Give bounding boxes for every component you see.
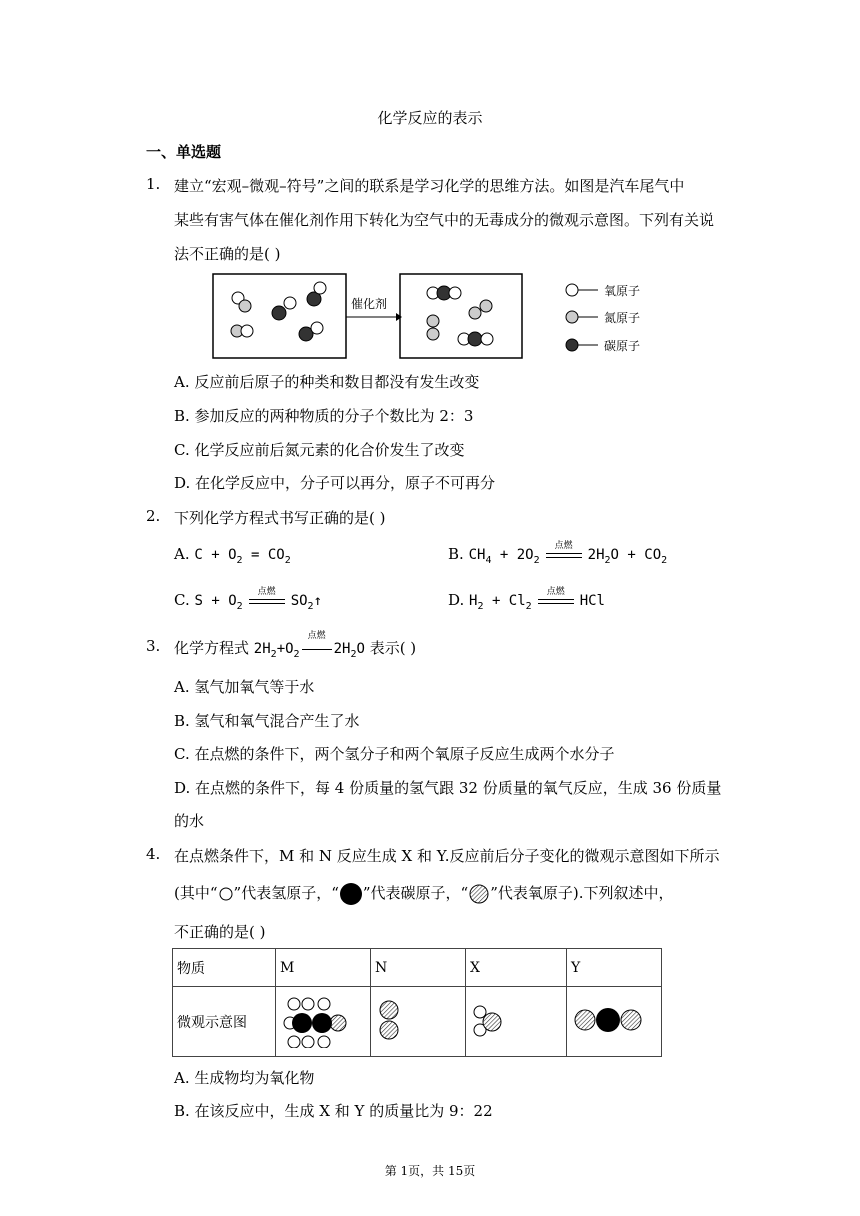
molecule-x-cell xyxy=(466,987,567,1057)
q2-number: 2. xyxy=(146,507,161,525)
molecule-n-cell xyxy=(371,987,466,1057)
q1-option-b[interactable]: B. 参加反应的两种物质的分子个数比为 2：3 xyxy=(174,407,474,425)
product-box xyxy=(400,274,522,358)
q2-option-a[interactable]: A. $C + O_2 = CO_2$ xyxy=(174,545,291,566)
q1-stem-line-2: 某些有害气体在催化剂作用下转化为空气中的无毒成分的微观示意图。下列有关说 xyxy=(174,211,715,229)
table-header-m: M xyxy=(276,949,371,987)
q3-option-c[interactable]: C. 在点燃的条件下，两个氢分子和两个氧原子反应生成两个水分子 xyxy=(174,745,615,763)
ignite-condition: 点燃 xyxy=(544,548,584,562)
table-header-y: Y xyxy=(567,949,662,987)
q2-option-d[interactable]: D. $H_2 + Cl_2$ 点燃 HCl xyxy=(448,587,605,612)
q3-option-a[interactable]: A. 氢气加氧气等于水 xyxy=(174,678,315,696)
molecule-m-cell xyxy=(276,987,371,1057)
q1-stem-line-3: 法不正确的是( ) xyxy=(174,245,281,263)
molecule-y-diagram xyxy=(571,992,649,1048)
q2-option-b[interactable]: B. $CH_4 + 2O_2$ 点燃 $2H_2O + CO_2$ xyxy=(448,541,668,566)
q4-stem-line-3: 不正确的是( ) xyxy=(174,923,266,941)
q3-option-d[interactable]: D. 在点燃的条件下，每 4 份质量的氢气跟 32 份质量的氧气反应，生成 36 份质量 xyxy=(174,779,722,797)
product-molecules xyxy=(427,286,493,346)
q3-number: 3. xyxy=(146,637,161,655)
q1-option-c[interactable]: C. 化学反应前后氮元素的化合价发生了改变 xyxy=(174,441,465,459)
table-row-label: 微观示意图 xyxy=(173,987,276,1057)
q3-option-d-cont: 的水 xyxy=(174,812,205,830)
ignite-condition: 点燃 xyxy=(247,594,287,608)
q1-reaction-diagram xyxy=(212,270,682,362)
molecule-m-diagram xyxy=(280,992,360,1048)
legend-nitrogen: 氮原子 xyxy=(604,311,641,325)
q1-option-a[interactable]: A. 反应前后原子的种类和数目都没有发生改变 xyxy=(174,373,480,391)
catalyst-label: 催化剂 xyxy=(351,297,388,311)
atom-legend xyxy=(566,284,640,353)
table-header-x: X xyxy=(466,949,567,987)
q2-option-c[interactable]: C. $S + O_2$ 点燃 $SO_2↑$ xyxy=(174,587,323,612)
molecule-x-diagram xyxy=(470,992,520,1048)
q3-option-b[interactable]: B. 氢气和氧气混合产生了水 xyxy=(174,712,360,730)
table-header-n: N xyxy=(371,949,466,987)
ignite-condition: 点燃 xyxy=(300,642,334,656)
q2-stem: 下列化学方程式书写正确的是( ) xyxy=(174,509,386,527)
carbon-atom-icon xyxy=(339,882,363,906)
hydrogen-atom-icon xyxy=(218,886,234,902)
ignite-condition: 点燃 xyxy=(536,594,576,608)
q4-option-a[interactable]: A. 生成物均为氧化物 xyxy=(174,1069,315,1087)
oxygen-atom-icon xyxy=(468,883,490,905)
molecule-n-diagram xyxy=(375,992,415,1048)
q3-stem: 化学方程式 $2H_2+O_2$ 点燃 $2H_2O$ 表示( ) xyxy=(174,631,417,660)
q4-option-b[interactable]: B. 在该反应中，生成 X 和 Y 的质量比为 9：22 xyxy=(174,1102,493,1120)
q1-stem-line-1: 建立“宏观–微观–符号”之间的联系是学习化学的思维方法。如图是汽车尾气中 xyxy=(174,177,685,195)
q4-molecule-table xyxy=(172,948,662,1057)
table-header-substance: 物质 xyxy=(173,949,276,987)
molecule-y-cell xyxy=(567,987,662,1057)
page-footer: 第 1页，共 15页 xyxy=(384,1164,476,1178)
q4-number: 4. xyxy=(146,845,161,863)
page-title: 化学反应的表示 xyxy=(377,109,483,127)
legend-carbon: 碳原子 xyxy=(604,339,641,353)
q4-stem-line-1: 在点燃条件下，M 和 N 反应生成 X 和 Y.反应前后分子变化的微观示意图如下所示 xyxy=(174,847,720,865)
section-heading: 一、单选题 xyxy=(146,143,222,161)
legend-oxygen: 氧原子 xyxy=(604,284,641,298)
reactant-molecules xyxy=(231,282,326,341)
q1-option-d[interactable]: D. 在化学反应中，分子可以再分，原子不可再分 xyxy=(174,474,496,492)
q4-stem-line-2: (其中“ ”代表氢原子，“ ”代表碳原子，“ ”代表氧原子).下列叙述中， xyxy=(174,882,674,906)
q1-number: 1. xyxy=(146,175,161,193)
